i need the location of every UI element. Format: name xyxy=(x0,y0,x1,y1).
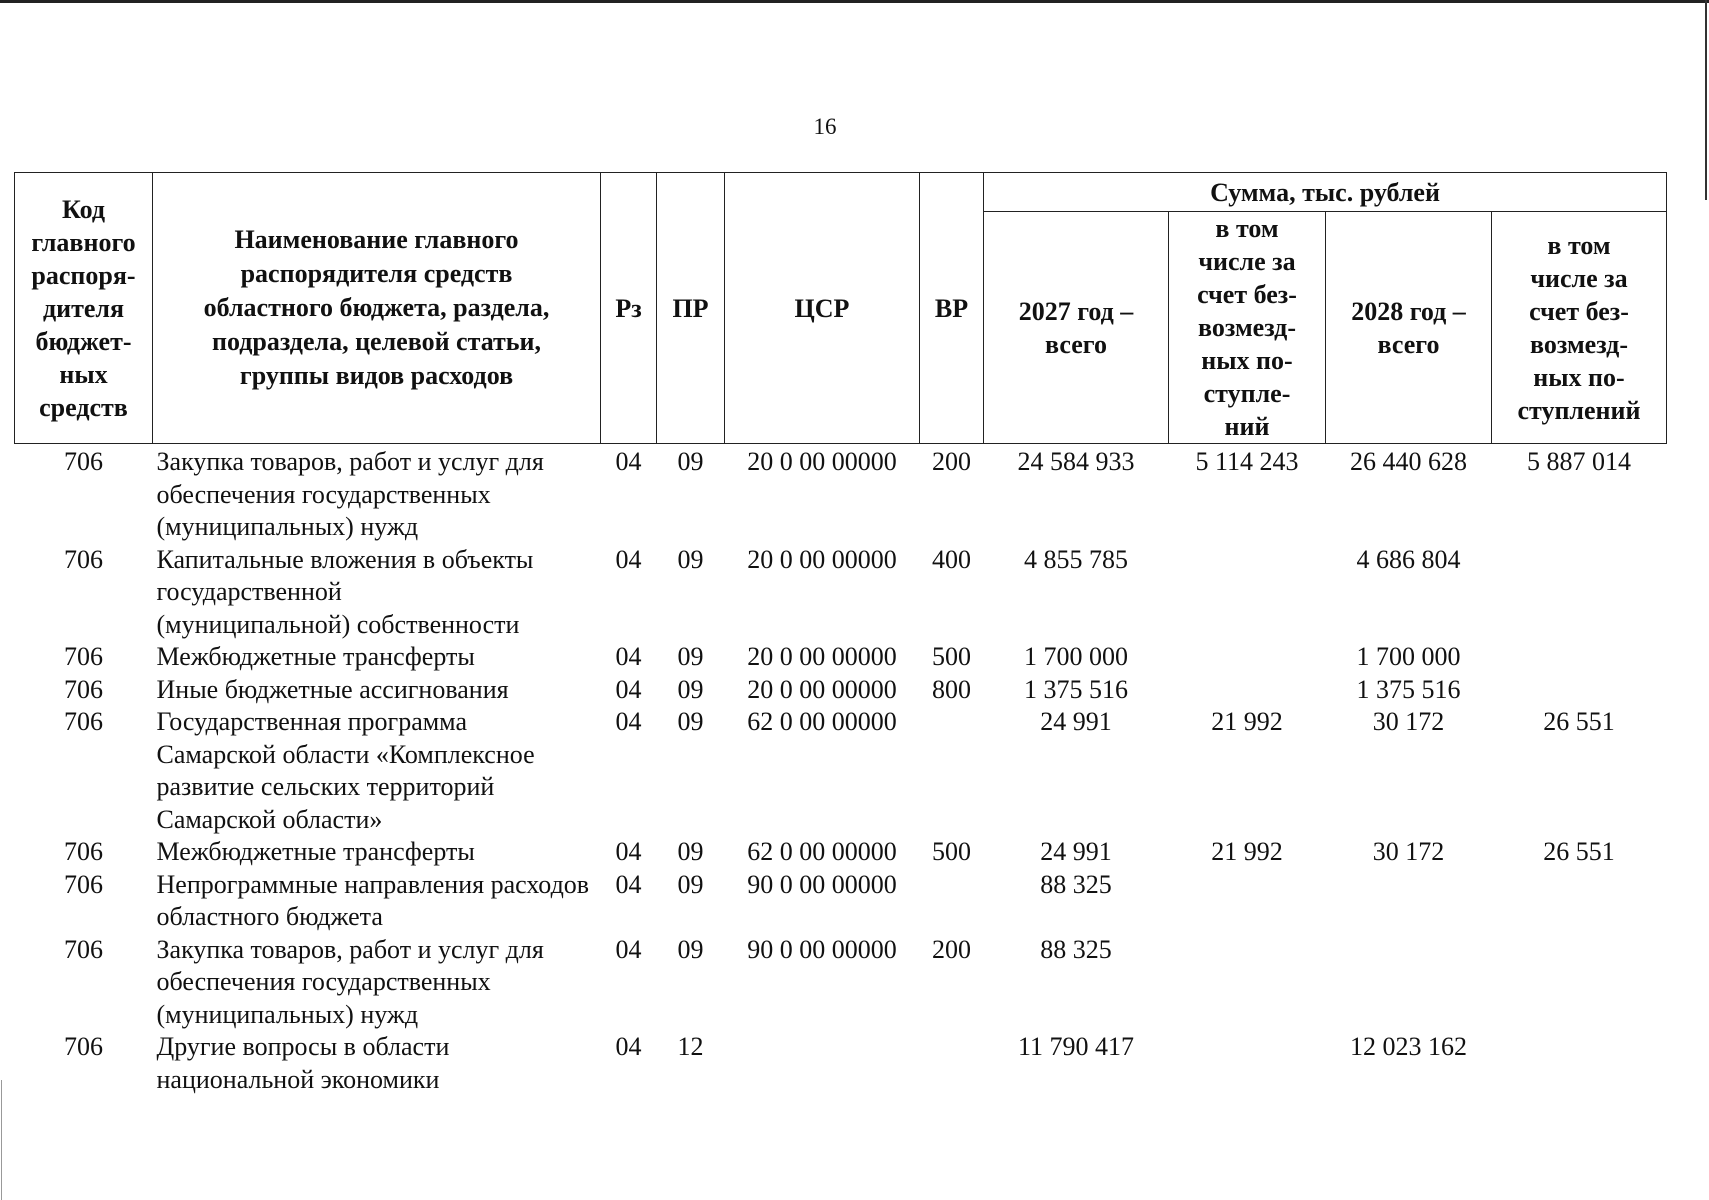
cell-csr: 90 0 00 00000 xyxy=(747,869,897,899)
cell-2028-total xyxy=(1326,934,1492,1032)
cell-rz: 04 xyxy=(615,869,642,899)
cell-csr: 20 0 00 00000 xyxy=(747,674,897,704)
cell-vr xyxy=(920,1031,984,1096)
cell-2027-grants xyxy=(1169,641,1326,674)
table-row xyxy=(15,836,1667,869)
cell-code: 706 xyxy=(64,447,103,476)
cell-2027-total: 24 584 933 xyxy=(1017,447,1135,476)
cell-code: 706 xyxy=(64,544,103,574)
cell-code: 706 xyxy=(64,674,103,704)
header-2028-grants-label: в том числе за счет без- возмезд- ных по- ступлений xyxy=(1517,230,1641,425)
cell-name: Межбюджетные трансферты xyxy=(156,837,475,866)
cell-vr: 500 xyxy=(932,642,971,671)
cell-name: Закупка товаров, работ и услуг для обеспечения государственных (муниципальных) нужд xyxy=(156,934,544,1029)
cell-2027-grants xyxy=(1169,674,1326,707)
cell-csr: 20 0 00 00000 xyxy=(747,642,897,671)
cell-csr xyxy=(725,1031,920,1096)
cell-2027-grants xyxy=(1169,934,1326,1032)
header-vr: ВР xyxy=(920,173,984,444)
cell-2027-total: 11 790 417 xyxy=(1017,1032,1135,1061)
cell-pr: 09 xyxy=(677,934,704,964)
table-row xyxy=(15,934,1667,1032)
cell-2027-grants: 21 992 xyxy=(1211,837,1283,866)
cell-pr: 09 xyxy=(677,642,704,671)
cell-code: 706 xyxy=(64,1032,103,1061)
cell-2028-grants xyxy=(1492,544,1667,642)
cell-2028-grants xyxy=(1492,869,1667,934)
header-code xyxy=(15,173,153,444)
header-pr: ПР xyxy=(657,173,725,444)
page-number: 16 xyxy=(813,114,837,139)
cell-rz: 04 xyxy=(615,707,642,736)
cell-pr: 09 xyxy=(677,544,704,574)
cell-vr: 500 xyxy=(932,837,971,866)
table-row xyxy=(15,544,1667,642)
header-csr: ЦСР xyxy=(725,173,920,444)
cell-2027-total: 88 325 xyxy=(1040,934,1112,964)
left-scan-edge xyxy=(1,1080,2,1200)
header-2028-total-label: 2028 год – всего xyxy=(1351,296,1466,359)
table-row xyxy=(15,641,1667,674)
cell-name xyxy=(153,706,601,836)
cell-csr: 90 0 00 00000 xyxy=(747,934,897,964)
cell-rz: 04 xyxy=(615,934,642,964)
cell-csr: 62 0 00 00000 xyxy=(747,707,897,736)
cell-pr: 09 xyxy=(677,674,704,704)
cell-pr: 09 xyxy=(677,447,704,476)
cell-name-text: Капитальные вложения в объекты государственной (муниципальной) собственности xyxy=(156,544,534,639)
cell-name xyxy=(153,544,601,642)
cell-2028-total: 1 375 516 xyxy=(1356,674,1461,704)
cell-pr: 09 xyxy=(677,837,704,866)
header-sum: Сумма, тыс. рублей xyxy=(984,173,1667,212)
header-name-label: Наименование главного распорядителя средств областного бюджета, раздела, подраздела, целевой статьи, группы видов расходов xyxy=(203,225,550,390)
cell-pr: 12 xyxy=(677,1032,704,1061)
cell-2027-total: 4 855 785 xyxy=(1024,544,1128,574)
table-row xyxy=(15,444,1667,544)
table-row xyxy=(15,706,1667,836)
cell-name: Иные бюджетные ассигнования xyxy=(156,674,509,704)
cell-2028-grants: 5 887 014 xyxy=(1527,447,1631,476)
right-scan-edge xyxy=(1705,0,1707,200)
cell-2028-total: 30 172 xyxy=(1372,707,1445,736)
cell-vr: 200 xyxy=(932,447,971,476)
cell-csr: 20 0 00 00000 xyxy=(747,544,897,574)
cell-2028-grants xyxy=(1492,1031,1667,1096)
header-name xyxy=(153,173,601,444)
cell-name: Непрограммные направления расходов областного бюджета xyxy=(156,869,590,931)
cell-code: 706 xyxy=(64,869,103,899)
cell-2028-total xyxy=(1326,869,1492,934)
cell-rz: 04 xyxy=(615,544,642,574)
budget-table xyxy=(14,172,1667,1096)
cell-2028-grants xyxy=(1492,641,1667,674)
cell-name-text: Государственная программа Самарской области «Комплексное развитие сельских территорий Самарской области» xyxy=(156,707,535,834)
cell-name: Закупка товаров, работ и услуг для обеспечения государственных (муниципальных) нужд xyxy=(156,447,544,541)
table-row xyxy=(15,1031,1667,1096)
cell-2028-total: 4 686 804 xyxy=(1356,544,1461,574)
cell-rz: 04 xyxy=(615,1032,642,1061)
cell-vr: 400 xyxy=(932,544,971,574)
header-2027-grants-label: в том числе за счет без- возмезд- ных по- ступле- ний xyxy=(1197,214,1297,441)
cell-2027-total: 1 375 516 xyxy=(1024,674,1128,704)
cell-2027-total: 1 700 000 xyxy=(1024,642,1128,671)
cell-2028-total: 12 023 162 xyxy=(1350,1032,1467,1061)
cell-2027-total: 24 991 xyxy=(1040,837,1112,866)
cell-pr: 09 xyxy=(677,869,704,899)
table-body xyxy=(15,444,1667,1097)
cell-2027-grants xyxy=(1169,1031,1326,1096)
cell-code: 706 xyxy=(64,707,103,736)
cell-vr: 800 xyxy=(932,674,971,704)
header-2027-total-label: 2027 год – всего xyxy=(1018,296,1134,359)
cell-vr xyxy=(920,706,984,836)
cell-code: 706 xyxy=(64,934,103,964)
header-2028-grants xyxy=(1492,212,1667,444)
header-2027-grants xyxy=(1169,212,1326,444)
cell-2028-total: 1 700 000 xyxy=(1356,642,1461,671)
cell-2028-total: 30 172 xyxy=(1372,837,1445,866)
cell-code: 706 xyxy=(64,642,103,671)
cell-2028-grants xyxy=(1492,934,1667,1032)
header-2028-total xyxy=(1326,212,1492,444)
cell-csr: 62 0 00 00000 xyxy=(747,837,897,866)
cell-2028-grants xyxy=(1492,674,1667,707)
cell-rz: 04 xyxy=(615,837,642,866)
table-row xyxy=(15,674,1667,707)
cell-2028-grants: 26 551 xyxy=(1543,837,1615,866)
cell-csr: 20 0 00 00000 xyxy=(747,447,897,476)
cell-2027-grants: 5 114 243 xyxy=(1195,447,1299,476)
cell-2027-grants xyxy=(1169,869,1326,934)
header-code-label: Код главного распоря- дителя бюджет- ных средств xyxy=(31,194,136,422)
header-2027-total xyxy=(984,212,1169,444)
cell-2027-grants: 21 992 xyxy=(1211,707,1283,736)
cell-code: 706 xyxy=(64,837,103,866)
cell-name: Межбюджетные трансферты xyxy=(156,642,475,671)
cell-name: Другие вопросы в области национальной экономики xyxy=(156,1032,450,1094)
cell-rz: 04 xyxy=(615,674,642,704)
cell-rz: 04 xyxy=(615,447,642,476)
cell-rz: 04 xyxy=(615,642,642,671)
cell-pr: 09 xyxy=(677,707,704,736)
table-row xyxy=(15,869,1667,934)
cell-2028-total: 26 440 628 xyxy=(1350,447,1467,476)
cell-2027-total: 24 991 xyxy=(1040,707,1112,736)
cell-vr: 200 xyxy=(932,934,971,964)
header-rz: Рз xyxy=(601,173,657,444)
cell-vr xyxy=(920,869,984,934)
cell-2028-grants: 26 551 xyxy=(1543,707,1615,736)
cell-2027-grants xyxy=(1169,544,1326,642)
cell-2027-total: 88 325 xyxy=(1040,869,1112,899)
top-border-line xyxy=(0,0,1709,3)
